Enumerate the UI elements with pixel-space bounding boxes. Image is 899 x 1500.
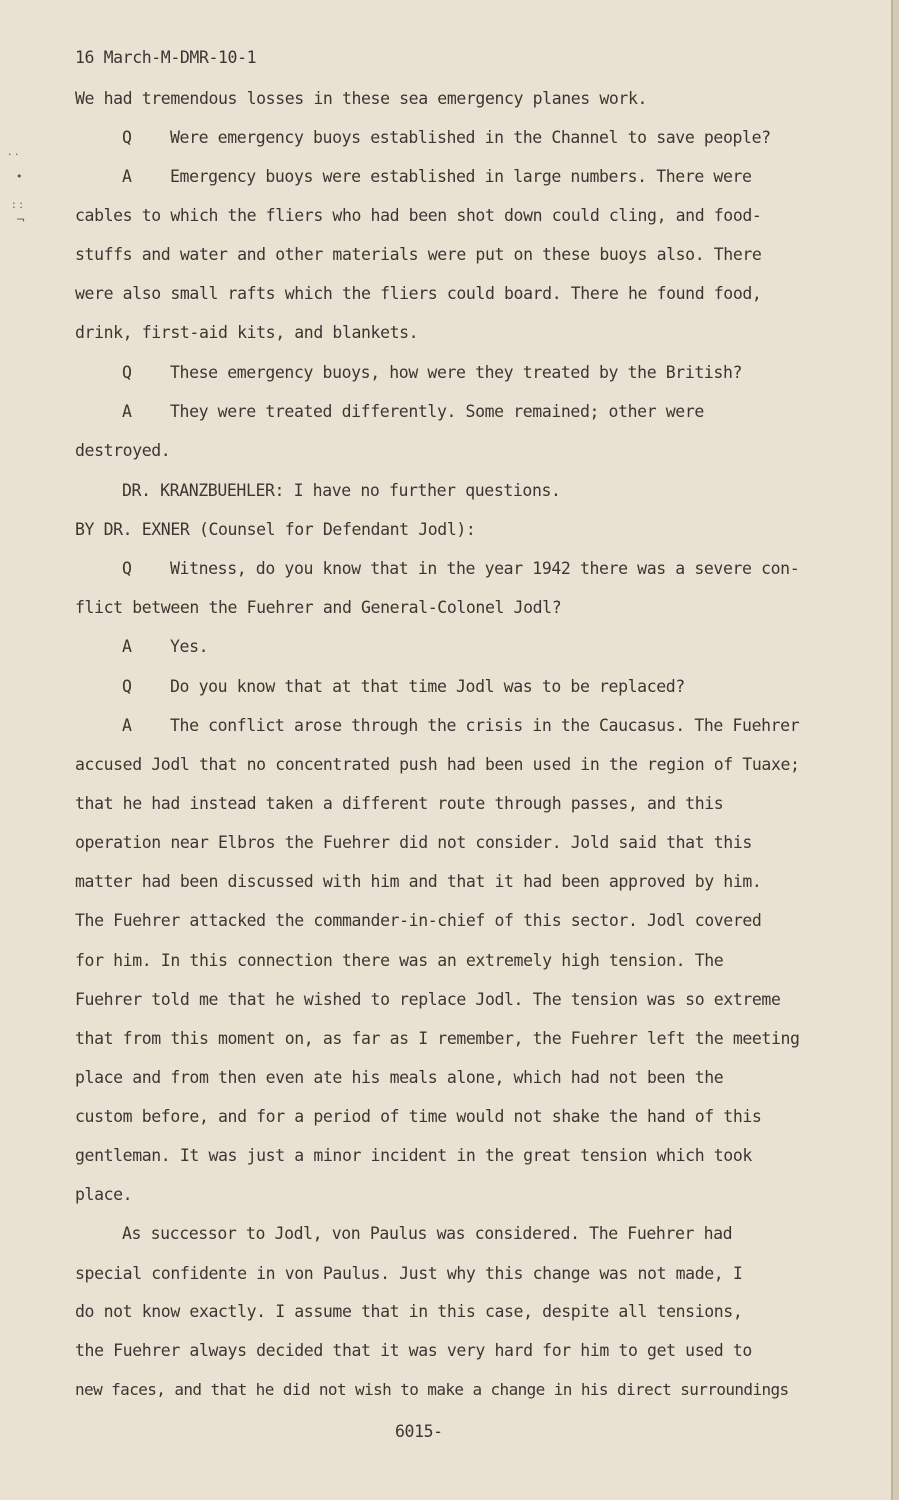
answer-line: [122, 716, 799, 736]
page-number: 6015-: [395, 1422, 443, 1441]
margin-mark: ¬: [16, 213, 26, 226]
text-line: the Fuehrer always decided that it was very hard for him to get used to: [75, 1341, 752, 1360]
text-line: drink, first-aid kits, and blankets.: [75, 323, 419, 342]
page-header: 16 March-M-DMR-10-1: [75, 48, 257, 67]
answer-marker: A: [122, 167, 132, 186]
text-line: gentleman. It was just a minor incident in the great tension which took: [75, 1146, 752, 1165]
text-line: new faces, and that he did not wish to make a change in his direct surroundings: [75, 1380, 789, 1399]
answer-marker: A: [122, 402, 132, 421]
text-line: that he had instead taken a different route through passes, and this: [75, 794, 724, 813]
answer-text: They were treated differently. Some remained; other were: [170, 402, 704, 421]
text-line: for him. In this connection there was an extremely high tension. The: [75, 951, 724, 970]
text-line: matter had been discussed with him and that it had been approved by him.: [75, 872, 762, 891]
text-line: special confidente in von Paulus. Just why this change was not made, I: [75, 1264, 743, 1283]
answer-line: [122, 637, 208, 657]
answer-marker: A: [122, 716, 132, 735]
question-marker: Q: [122, 677, 132, 696]
text-line: do not know exactly. I assume that in this case, despite all tensions,: [75, 1302, 743, 1321]
question-text: These emergency buoys, how were they treated by the British?: [170, 363, 743, 382]
text-line: operation near Elbros the Fuehrer did not consider. Jold said that this: [75, 833, 752, 852]
text-line: We had tremendous losses in these sea emergency planes work.: [75, 89, 648, 108]
text-line: stuffs and water and other materials were put on these buoys also. There: [75, 245, 762, 264]
question-line: [122, 677, 685, 697]
text-line: were also small rafts which the fliers could board. There he found food,: [75, 284, 762, 303]
margin-mark: : :: [12, 198, 23, 211]
answer-line: [122, 402, 704, 422]
examination-heading: BY DR. EXNER (Counsel for Defendant Jodl):: [75, 520, 476, 539]
text-line: destroyed.: [75, 441, 171, 460]
text-line: place and from then even ate his meals alone, which had not been the: [75, 1068, 724, 1087]
margin-mark: · ·: [8, 148, 19, 161]
answer-text: The conflict arose through the crisis in the Caucasus. The Fuehrer: [170, 716, 800, 735]
question-text: Witness, do you know that in the year 1942 there was a severe con-: [170, 559, 800, 578]
question-marker: Q: [122, 363, 132, 382]
question-text: Were emergency buoys established in the Channel to save people?: [170, 128, 771, 147]
text-line: As successor to Jodl, von Paulus was considered. The Fuehrer had: [122, 1224, 733, 1243]
question-text: Do you know that at that time Jodl was to be replaced?: [170, 677, 685, 696]
question-line: [122, 559, 799, 579]
question-line: [122, 128, 771, 148]
speaker-line: DR. KRANZBUEHLER: I have no further questions.: [122, 481, 561, 500]
question-marker: Q: [122, 128, 132, 147]
text-line: cables to which the fliers who had been shot down could cling, and food-: [75, 206, 762, 225]
text-line: accused Jodl that no concentrated push had been used in the region of Tuaxe;: [75, 755, 800, 774]
text-line: place.: [75, 1185, 133, 1204]
text-line: Fuehrer told me that he wished to replace Jodl. The tension was so extreme: [75, 990, 781, 1009]
question-marker: Q: [122, 559, 132, 578]
answer-marker: A: [122, 637, 132, 656]
text-line: custom before, and for a period of time would not shake the hand of this: [75, 1107, 762, 1126]
answer-line: [122, 167, 752, 187]
margin-mark: •: [16, 170, 23, 183]
answer-text: Yes.: [170, 637, 209, 656]
text-line: that from this moment on, as far as I remember, the Fuehrer left the meeting: [75, 1029, 800, 1048]
question-line: [122, 363, 742, 383]
text-line: The Fuehrer attacked the commander-in-chief of this sector. Jodl covered: [75, 911, 762, 930]
text-line: flict between the Fuehrer and General-Colonel Jodl?: [75, 598, 562, 617]
answer-text: Emergency buoys were established in large numbers. There were: [170, 167, 752, 186]
